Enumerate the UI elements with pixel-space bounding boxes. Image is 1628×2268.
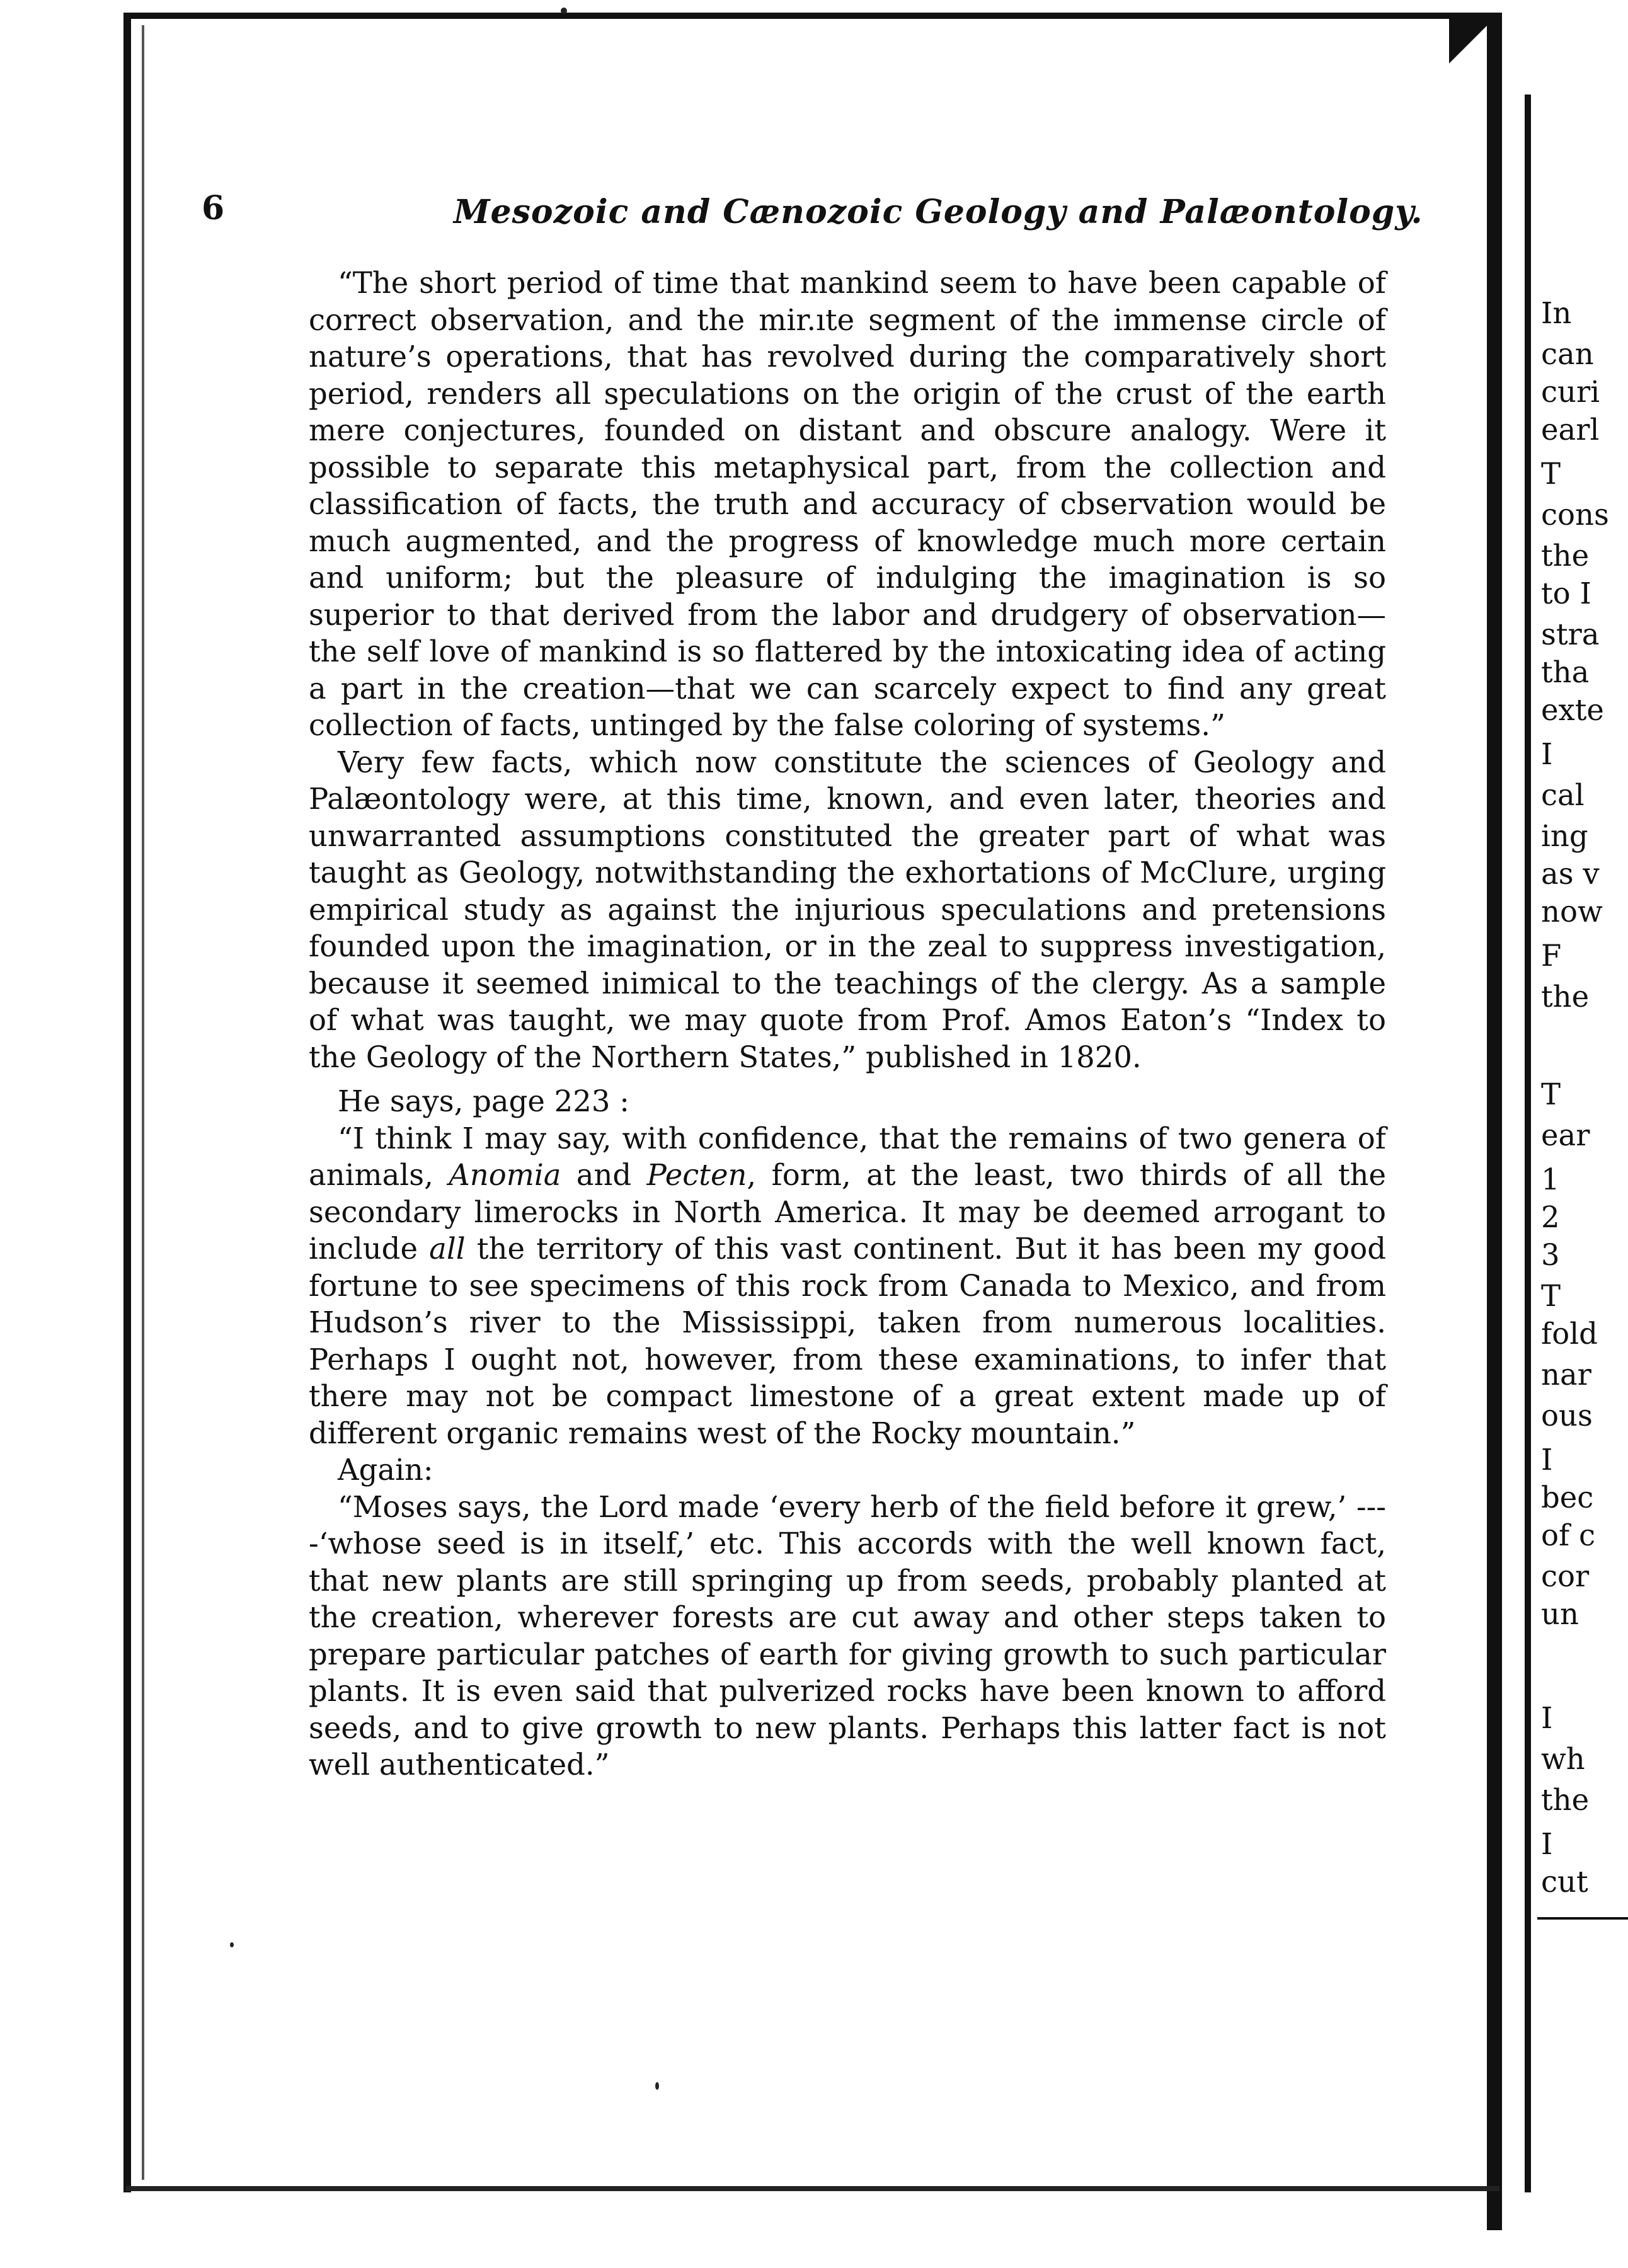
next-page-line: I [1541, 1443, 1553, 1477]
next-page-line: stra [1541, 617, 1600, 651]
page-header [202, 189, 1423, 239]
scan-speck [230, 1942, 234, 1947]
emphasis-all: all [429, 1232, 466, 1266]
next-page-line: tha [1541, 655, 1590, 689]
next-page-footnote-rule [1537, 1917, 1628, 1920]
gutter-rule [1525, 94, 1531, 2192]
next-page-line: F [1541, 939, 1562, 973]
scan-margin [0, 0, 126, 2268]
next-page-line: cor [1541, 1559, 1590, 1593]
eaton-quote-part1: “I think I may say, with confidence, that the remains of two genera of animals, [309, 1121, 1386, 1192]
next-page-line: ear [1541, 1118, 1590, 1152]
page-edge-top [126, 13, 1499, 19]
page-edge-bottom [126, 2186, 1499, 2191]
next-page-line: ing [1541, 819, 1588, 853]
next-page-line: exte [1541, 693, 1604, 727]
genus-pecten: Pecten [646, 1158, 747, 1192]
paragraph-mcclure-quote: “The short period of time that mankind seem to have been capable of correct observation, and the mir.ıte segment of the immense circle of nature’s operations, that has revolved during the comparatively short period, renders all speculations on the origin of the crust of the earth mere conjectures, founded on distant and obscure analogy. Were it possible to separate this metaphysical part, from the collection and classification of facts, the truth and accuracy of cbservation would be much augmented, and the progress of knowledge much more certain and uniform; but the pleasure of indulging the imagination is so superior to that derived from the labor and drudgery of observation—the self love of mankind is so flattered by the intoxicating idea of acting a part in the creation—that we can scarcely expect to find any great collection of facts, untinged by the false coloring of systems.” [309, 266, 1386, 742]
next-page-line: cal [1541, 778, 1585, 812]
page-number: 6 [202, 189, 225, 227]
next-page-line: bec [1541, 1480, 1594, 1515]
page-edge-right [1487, 13, 1502, 2230]
next-page-line: fold [1541, 1317, 1598, 1351]
page-edge-left [123, 13, 131, 2192]
page-edge-left-inner [142, 25, 144, 2180]
next-page-line: T [1541, 1279, 1561, 1313]
paragraph-eaton-quote [309, 1120, 1386, 1452]
next-page-line: I [1541, 1827, 1553, 1861]
next-page-line: cut [1541, 1865, 1588, 1899]
next-page-line: I [1541, 1701, 1553, 1735]
eaton-quote-part4: the territory of this vast continent. But it has been my good fortune to see specimens of this rock from Canada to Mexico, and from Hudson’s river to the Mississippi, taken from numerous localities. Perhaps I ought not, however, from these examinations, to infer that there may not be compact limestone of a great extent made up of different organic remains west of the Rocky mountain.” [309, 1232, 1386, 1450]
next-page-line: to I [1541, 576, 1591, 610]
next-page-line: now [1541, 895, 1603, 929]
page-body [309, 265, 1386, 1784]
next-page-line: 3 [1541, 1238, 1560, 1272]
eaton-quote-part3: , form, at the least, two thirds of all the secondary limerocks in North America. It may be deemed arrogant to include [309, 1158, 1387, 1266]
next-page-line: T [1541, 1077, 1561, 1111]
next-page-line: the [1541, 1783, 1590, 1817]
next-page-fragment [1537, 0, 1628, 2268]
paragraph-moses-quote: “Moses says, the Lord made ‘every herb of the field before it grew,’ ----‘whose seed is in itself,’ etc. This accords with the well known fact, that new plants are still springing up from seeds, probably planted at the creation, wherever forests are cut away and other steps taken to prepare particular patches of earth for giving growth to such particular plants. It is even said that pulverized rocks have been known to afford seeds, and to give growth to new plants. Perhaps this latter fact is not well authenticated.” [309, 1489, 1386, 1782]
eaton-quote-part2: and [561, 1158, 647, 1192]
page-corner-fold [1449, 13, 1487, 76]
next-page-line: wh [1541, 1742, 1585, 1776]
next-page-line: I [1541, 737, 1553, 771]
next-page-line: as v [1541, 857, 1600, 891]
paragraph-very-few-facts: Very few facts, which now constitute the sciences of Geology and Palæontology were, at this time, known, and even later, theories and unwarranted assumptions constituted the greater part of what was taught as Geology, notwithstanding the exhortations of McClure, urging empirical study as against the injurious speculations and pretensions founded upon the imagination, or in the zeal to suppress investigation, because it seemed inimical to the teachings of the clergy. As a sample of what was taught, we may quote from Prof. Amos Eaton’s “Index to the Geology of the Northern States,” published in 1820. [309, 745, 1386, 1074]
next-page-line: nar [1541, 1358, 1591, 1392]
next-page-line: In [1541, 296, 1572, 330]
paragraph-he-says: He says, page 223 : [338, 1084, 629, 1118]
next-page-line: ous [1541, 1399, 1593, 1433]
scan-speck [561, 8, 567, 14]
next-page-line: un [1541, 1597, 1579, 1631]
next-page-line: can [1541, 337, 1594, 371]
next-page-line: T [1541, 457, 1561, 491]
genus-anomia: Anomia [449, 1158, 561, 1192]
scan-speck [655, 2082, 659, 2090]
next-page-line: the [1541, 980, 1590, 1014]
next-page-line: the [1541, 539, 1590, 573]
paragraph-again: Again: [338, 1453, 433, 1487]
next-page-line: cons [1541, 498, 1609, 532]
next-page-line: 2 [1541, 1200, 1560, 1234]
next-page-line: curi [1541, 375, 1600, 409]
running-title: Mesozoic and Cænozoic Geology and Palæontology. [454, 193, 1423, 231]
next-page-line: of c [1541, 1518, 1596, 1552]
next-page-line: 1 [1541, 1162, 1560, 1196]
next-page-line: earl [1541, 413, 1600, 447]
